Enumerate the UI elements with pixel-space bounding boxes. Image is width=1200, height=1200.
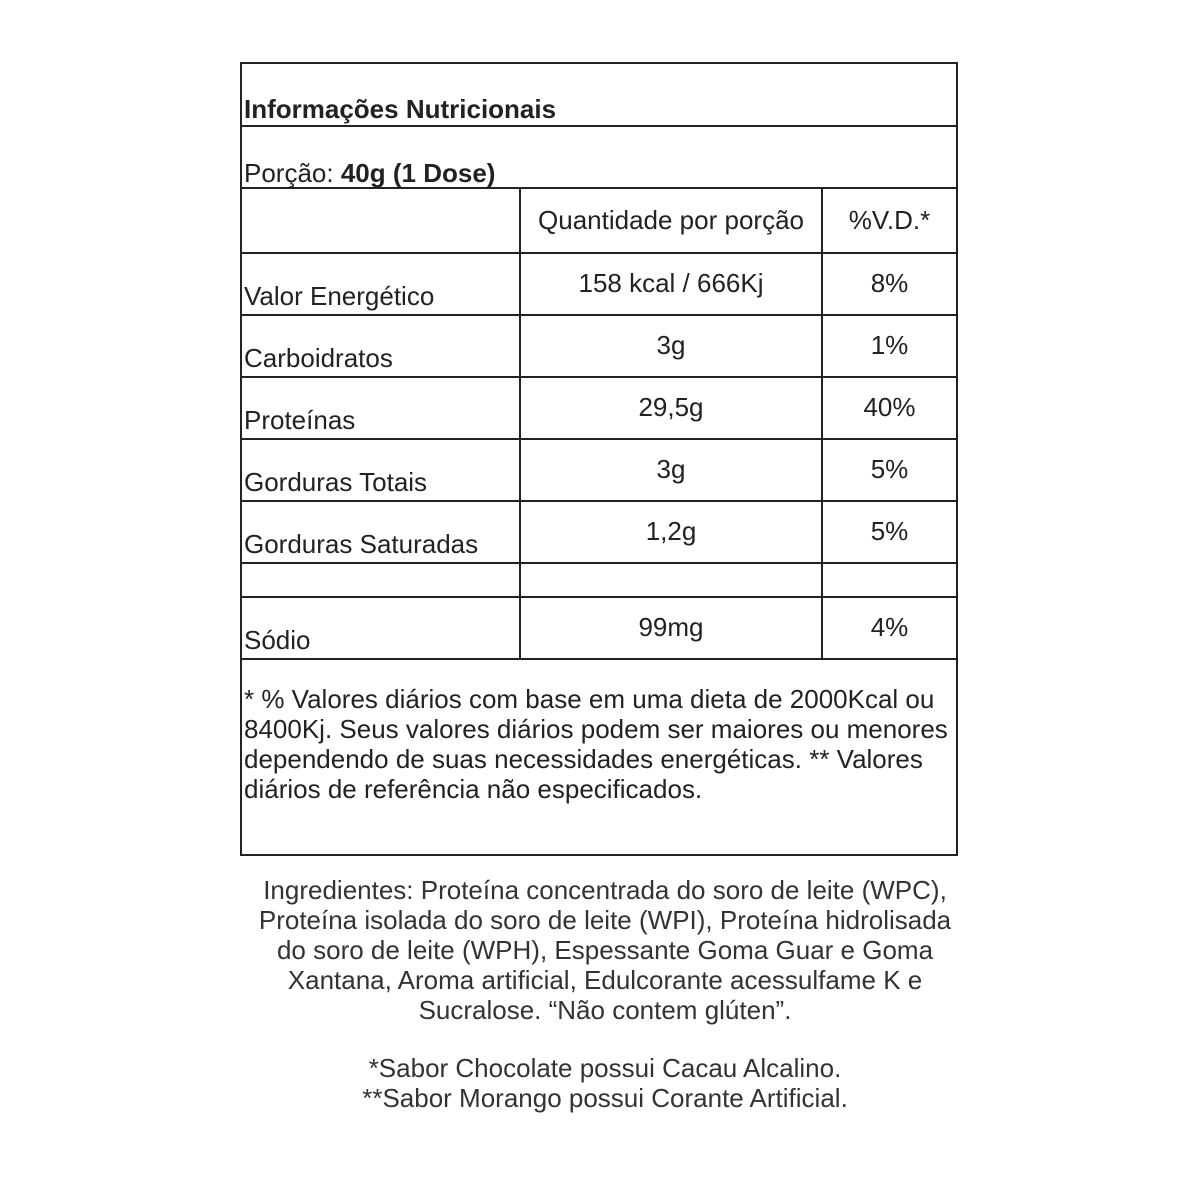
nutrient-dv: 1% — [822, 315, 956, 377]
portion-row — [242, 127, 956, 189]
portion-label: Porção: — [244, 158, 334, 188]
table-row — [242, 315, 956, 377]
portion-value: 40g (1 Dose) — [340, 158, 496, 188]
nutrient-name: Valor Energético — [242, 253, 520, 315]
ingredients-text: Ingredientes: Proteína concentrada do soro de leite (WPC), Proteína isolada do soro de leite (WPI), Proteína hidrolisada do soro de leite (WPH), Espessante Goma Guar e Goma Xantana, Aroma artificial, Edulcorante acessulfame K e Sucralose. “Não contem glúten”. — [258, 875, 952, 1025]
nutrient-name: Gorduras Totais — [242, 439, 520, 501]
nutrient-amount: 99mg — [520, 597, 822, 659]
table-row — [242, 439, 956, 501]
header-amount: Quantidade por porção — [520, 189, 822, 253]
empty-cell — [242, 563, 520, 597]
header-row — [242, 189, 956, 253]
nutrient-name: Sódio — [242, 597, 520, 659]
daily-value-footnote: * % Valores diários com base em uma dieta de 2000Kcal ou 8400Kj. Seus valores diários podem ser maiores ou menores dependendo de suas necessidades energéticas. ** Valores diários de referência não especificados. — [244, 684, 948, 804]
table-row — [242, 501, 956, 563]
nutrient-dv: 8% — [822, 253, 956, 315]
empty-cell — [520, 563, 822, 597]
nutrition-facts-table — [240, 62, 958, 856]
nutrient-dv: 5% — [822, 501, 956, 563]
table-title: Informações Nutricionais — [244, 94, 557, 124]
nutrient-amount: 3g — [520, 315, 822, 377]
nutrient-amount: 29,5g — [520, 377, 822, 439]
nutrient-name: Carboidratos — [242, 315, 520, 377]
nutrient-dv: 40% — [822, 377, 956, 439]
table-row — [242, 253, 956, 315]
flavor-notes — [245, 1053, 965, 1113]
header-dv: %V.D.* — [822, 189, 956, 253]
nutrient-dv: 4% — [822, 597, 956, 659]
table-row — [242, 597, 956, 659]
flavor-note-chocolate: *Sabor Chocolate possui Cacau Alcalino. — [368, 1053, 842, 1083]
nutrient-grid — [242, 189, 956, 660]
nutrient-amount: 158 kcal / 666Kj — [520, 253, 822, 315]
flavor-note-strawberry: **Sabor Morango possui Corante Artificial. — [362, 1083, 848, 1113]
header-empty-cell — [242, 189, 520, 253]
nutrient-dv: 5% — [822, 439, 956, 501]
nutrient-name: Proteínas — [242, 377, 520, 439]
table-row — [242, 377, 956, 439]
nutrient-amount: 3g — [520, 439, 822, 501]
nutrient-name: Gorduras Saturadas — [242, 501, 520, 563]
title-row — [242, 64, 956, 127]
empty-row — [242, 563, 956, 597]
empty-cell — [822, 563, 956, 597]
nutrient-amount: 1,2g — [520, 501, 822, 563]
portion-text — [244, 158, 495, 189]
